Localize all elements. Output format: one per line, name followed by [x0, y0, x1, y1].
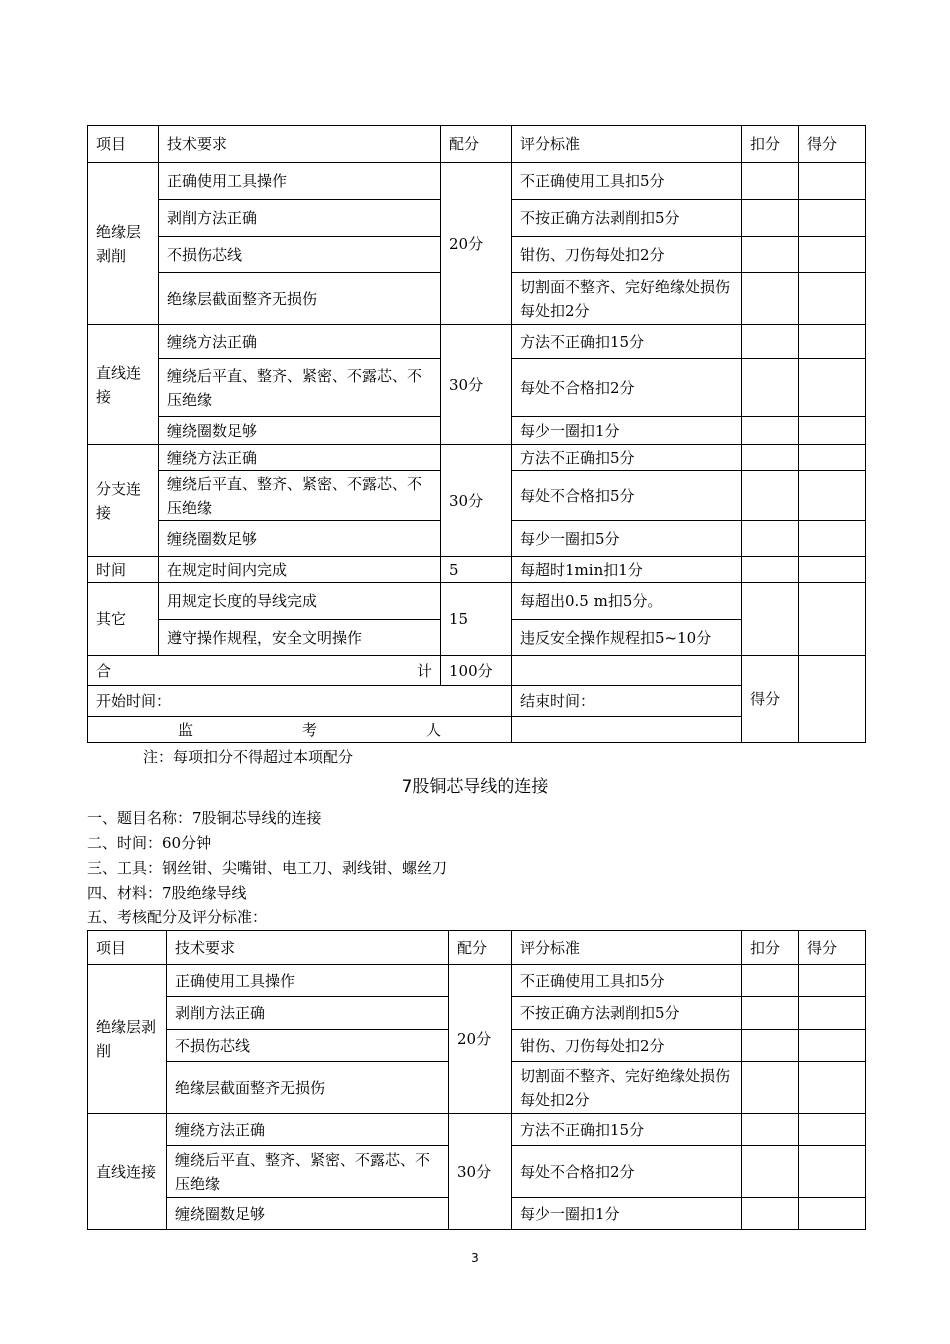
table-row [88, 965, 866, 997]
header-score: 配分 [449, 931, 512, 965]
table-row [88, 583, 866, 620]
requirement-cell: 剥削方法正确 [159, 200, 441, 237]
requirement-cell: 绝缘层截面整齐无损伤 [167, 1062, 449, 1114]
start-time-field[interactable]: 开始时间： [88, 686, 512, 717]
criteria-cell: 不按正确方法剥削扣5分 [512, 200, 742, 237]
deduct-cell[interactable] [742, 521, 799, 557]
requirement-cell: 缠绕圈数足够 [159, 521, 441, 557]
requirement-cell: 缠绕方法正确 [159, 325, 441, 359]
item-straight: 直线连接 [88, 325, 159, 445]
requirement-cell: 剥削方法正确 [167, 997, 449, 1030]
score-cell: 30分 [441, 325, 512, 445]
table-row [88, 325, 866, 359]
criteria-cell: 方法不正确扣5分 [512, 445, 742, 471]
deduct-cell[interactable] [742, 359, 799, 417]
deduct-cell[interactable] [742, 1114, 799, 1146]
page-number: 3 [471, 1251, 479, 1265]
scoring-table-2 [87, 930, 866, 1230]
total-row [88, 656, 866, 686]
criteria-cell: 每超时1min扣1分 [512, 557, 742, 583]
get-cell[interactable] [799, 1146, 866, 1198]
total-criteria-cell [512, 656, 742, 686]
criteria-cell: 每处不合格扣5分 [512, 471, 742, 521]
score-cell: 20分 [449, 965, 512, 1114]
table-row [88, 1114, 866, 1146]
proctor-label: 监考人 [88, 717, 512, 743]
criteria-cell: 方法不正确扣15分 [512, 1114, 742, 1146]
criteria-cell: 违反安全操作规程扣5~10分 [512, 620, 742, 656]
deduct-cell[interactable] [742, 200, 799, 237]
header-get: 得分 [799, 931, 866, 965]
deduct-cell[interactable] [742, 471, 799, 521]
get-cell[interactable] [799, 163, 866, 200]
criteria-cell: 方法不正确扣15分 [512, 325, 742, 359]
get-cell[interactable] [799, 557, 866, 583]
deduct-cell[interactable] [742, 557, 799, 583]
header-item: 项目 [88, 126, 159, 163]
header-score: 配分 [441, 126, 512, 163]
requirement-cell: 正确使用工具操作 [167, 965, 449, 997]
total-score: 100分 [441, 656, 512, 686]
proctor-signature-cell[interactable] [512, 717, 742, 743]
get-cell[interactable] [799, 521, 866, 557]
requirement-cell: 不损伤芯线 [159, 237, 441, 273]
criteria-cell: 钳伤、刀伤每处扣2分 [512, 237, 742, 273]
criteria-cell: 每少一圈扣5分 [512, 521, 742, 557]
item-insulation: 绝缘层剥削 [88, 163, 159, 325]
requirement-cell: 缠绕圈数足够 [159, 417, 441, 445]
deduct-cell[interactable] [742, 1146, 799, 1198]
score-cell: 30分 [449, 1114, 512, 1230]
section-title: 7股铜芯导线的连接 [401, 777, 549, 797]
criteria-cell: 每超出0.5 m扣5分。 [512, 583, 742, 620]
deduct-cell[interactable] [742, 325, 799, 359]
item-line-2: 二、时间：60分钟 [87, 834, 212, 852]
table-row [88, 163, 866, 200]
header-item: 项目 [88, 931, 167, 965]
header-criteria: 评分标准 [512, 931, 742, 965]
get-cell[interactable] [799, 583, 866, 656]
deduct-cell[interactable] [742, 445, 799, 471]
deduct-cell[interactable] [742, 583, 799, 656]
item-other: 其它 [88, 583, 159, 656]
get-cell[interactable] [799, 200, 866, 237]
criteria-cell: 不按正确方法剥削扣5分 [512, 997, 742, 1030]
deduct-cell[interactable] [742, 1030, 799, 1062]
deduct-cell[interactable] [742, 163, 799, 200]
get-cell[interactable] [799, 1030, 866, 1062]
get-cell[interactable] [799, 965, 866, 997]
get-cell[interactable] [799, 445, 866, 471]
requirement-cell: 在规定时间内完成 [159, 557, 441, 583]
criteria-cell: 每处不合格扣2分 [512, 1146, 742, 1198]
header-deduct: 扣分 [742, 931, 799, 965]
deduct-cell[interactable] [742, 273, 799, 325]
criteria-cell: 钳伤、刀伤每处扣2分 [512, 1030, 742, 1062]
item-insulation: 绝缘层剥削 [88, 965, 167, 1114]
criteria-cell: 切割面不整齐、完好绝缘处损伤每处扣2分 [512, 1062, 742, 1114]
total-label: 合计 [88, 656, 441, 686]
criteria-cell: 切割面不整齐、完好绝缘处损伤每处扣2分 [512, 273, 742, 325]
score-cell: 5 [441, 557, 512, 583]
item-branch: 分支连接 [88, 445, 159, 557]
get-cell[interactable] [799, 237, 866, 273]
criteria-cell: 不正确使用工具扣5分 [512, 163, 742, 200]
score-cell: 15 [441, 583, 512, 656]
requirement-cell: 缠绕圈数足够 [167, 1198, 449, 1230]
requirement-cell: 缠绕后平直、整齐、紧密、不露芯、不压绝缘 [159, 471, 441, 521]
deduct-cell[interactable] [742, 1198, 799, 1230]
requirement-cell: 缠绕方法正确 [167, 1114, 449, 1146]
criteria-cell: 每少一圈扣1分 [512, 417, 742, 445]
criteria-cell: 每少一圈扣1分 [512, 1198, 742, 1230]
get-cell[interactable] [799, 471, 866, 521]
end-time-field[interactable]: 结束时间： [512, 686, 742, 717]
get-cell[interactable] [799, 325, 866, 359]
deduct-cell[interactable] [742, 417, 799, 445]
header-requirement: 技术要求 [159, 126, 441, 163]
scoring-table-1 [87, 125, 866, 743]
get-cell[interactable] [799, 1062, 866, 1114]
final-score-label: 得分 [742, 656, 799, 743]
item-line-1: 一、题目名称：7股铜芯导线的连接 [87, 809, 322, 827]
get-cell[interactable] [799, 1198, 866, 1230]
deduct-cell[interactable] [742, 1062, 799, 1114]
header-criteria: 评分标准 [512, 126, 742, 163]
table-row [88, 557, 866, 583]
deduct-cell[interactable] [742, 237, 799, 273]
get-cell[interactable] [799, 417, 866, 445]
header-get: 得分 [799, 126, 866, 163]
deduct-cell[interactable] [742, 997, 799, 1030]
score-cell: 30分 [441, 445, 512, 557]
deduction-note: 注：每项扣分不得超过本项配分 [143, 748, 354, 766]
requirement-cell: 遵守操作规程，安全文明操作 [159, 620, 441, 656]
requirement-cell: 绝缘层截面整齐无损伤 [159, 273, 441, 325]
criteria-cell: 不正确使用工具扣5分 [512, 965, 742, 997]
deduct-cell[interactable] [742, 965, 799, 997]
requirement-cell: 不损伤芯线 [167, 1030, 449, 1062]
requirement-cell: 缠绕方法正确 [159, 445, 441, 471]
table-header-row [88, 126, 866, 163]
final-score-cell[interactable] [799, 656, 866, 743]
criteria-cell: 每处不合格扣2分 [512, 359, 742, 417]
table-row [88, 445, 866, 471]
item-line-3: 三、工具：钢丝钳、尖嘴钳、电工刀、剥线钳、螺丝刀 [87, 859, 448, 877]
header-deduct: 扣分 [742, 126, 799, 163]
get-cell[interactable] [799, 359, 866, 417]
item-straight: 直线连接 [88, 1114, 167, 1230]
item-time: 时间 [88, 557, 159, 583]
get-cell[interactable] [799, 997, 866, 1030]
get-cell[interactable] [799, 273, 866, 325]
header-requirement: 技术要求 [167, 931, 449, 965]
item-line-5: 五、考核配分及评分标准： [87, 908, 268, 926]
get-cell[interactable] [799, 1114, 866, 1146]
requirement-cell: 用规定长度的导线完成 [159, 583, 441, 620]
requirement-cell: 缠绕后平直、整齐、紧密、不露芯、不压绝缘 [159, 359, 441, 417]
table-header-row [88, 931, 866, 965]
requirement-cell: 缠绕后平直、整齐、紧密、不露芯、不压绝缘 [167, 1146, 449, 1198]
requirement-cell: 正确使用工具操作 [159, 163, 441, 200]
item-line-4: 四、材料：7股绝缘导线 [87, 884, 247, 902]
score-cell: 20分 [441, 163, 512, 325]
